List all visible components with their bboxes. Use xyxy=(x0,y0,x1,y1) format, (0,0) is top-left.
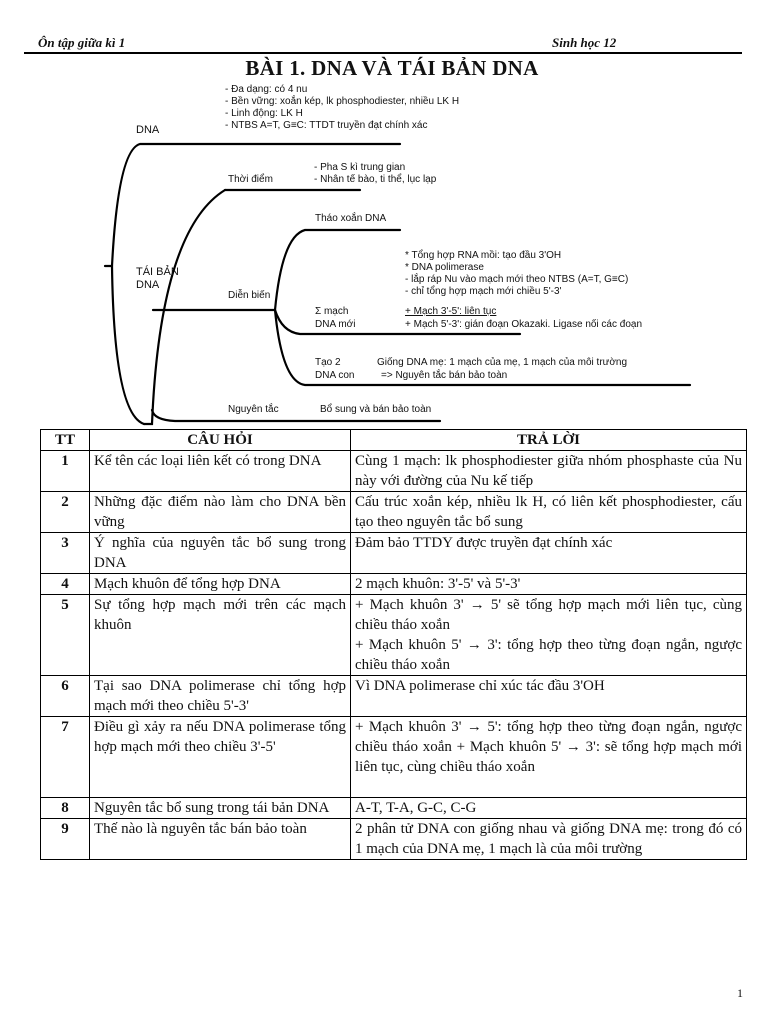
row-number: 6 xyxy=(41,676,90,717)
row-answer xyxy=(351,595,747,676)
table-row xyxy=(41,819,747,860)
answer-line: 2 mạch khuôn: 3'-5' và 5'-3' xyxy=(355,576,521,592)
row-number: 8 xyxy=(41,798,90,819)
synthesis-label-2: DNA mới xyxy=(315,319,356,330)
synthesis-label-1: Σ mạch xyxy=(315,306,349,317)
row-answer xyxy=(351,798,747,819)
row-question: Điều gì xảy ra nếu DNA polimerase tổng hợp mạch mới theo chiều 3'-5' xyxy=(90,717,351,798)
principle-branch-label: Nguyên tắc xyxy=(228,404,279,415)
row-question: Nguyên tắc bổ sung trong tái bản DNA xyxy=(90,798,351,819)
daughter-label-1: Tạo 2 xyxy=(315,357,341,368)
table-row xyxy=(41,451,747,492)
row-number: 9 xyxy=(41,819,90,860)
row-question: Thế nào là nguyên tắc bán bảo toàn xyxy=(90,819,351,860)
table-row xyxy=(41,574,747,595)
row-question: Ý nghĩa của nguyên tắc bổ sung trong DNA xyxy=(90,533,351,574)
synthesis-item-1: * Tổng hợp RNA mồi: tạo đầu 3'OH xyxy=(405,250,562,261)
time-item-2: - Nhân tế bào, ti thể, lục lạp xyxy=(314,174,437,185)
process-branch-label: Diễn biến xyxy=(228,290,271,301)
row-answer xyxy=(351,451,747,492)
dna-prop-4: - NTBS A=T, G≡C: TTDT truyền đạt chính xác xyxy=(225,120,428,131)
page-header xyxy=(24,34,742,54)
row-question: Tại sao DNA polimerase chỉ tổng hợp mạch mới theo chiều 5'-3' xyxy=(90,676,351,717)
row-question: Kể tên các loại liên kết có trong DNA xyxy=(90,451,351,492)
row-answer xyxy=(351,717,747,798)
table-row xyxy=(41,595,747,676)
page-title: BÀI 1. DNA VÀ TÁI BẢN DNA xyxy=(245,56,539,80)
row-number: 3 xyxy=(41,533,90,574)
table-header-row xyxy=(41,430,747,451)
row-answer xyxy=(351,819,747,860)
answer-line: Đảm bảo TTDY được truyền đạt chính xác xyxy=(355,535,613,551)
table-row xyxy=(41,717,747,798)
answer-line: Vì DNA polimerase chỉ xúc tác đầu 3'OH xyxy=(355,678,605,694)
table-row xyxy=(41,798,747,819)
row-number: 5 xyxy=(41,595,90,676)
table-row xyxy=(41,676,747,717)
row-question: Sự tổng hợp mạch mới trên các mạch khuôn xyxy=(90,595,351,676)
table-row xyxy=(41,533,747,574)
answer-line: + Mạch khuôn 3' → 5': tổng hợp theo từng đoạn ngắn, ngược chiều tháo xoắn + Mạch khuôn 5' → 3': sẽ tổng hợp mạch mới liên tục, cùng chiều tháo xoắn xyxy=(355,719,742,775)
synthesis-item-4: - chỉ tổng hợp mạch mới chiều 5'-3' xyxy=(405,286,562,297)
row-answer xyxy=(351,533,747,574)
qa-table xyxy=(40,429,747,860)
header-question: CÂU HỎI xyxy=(90,430,351,451)
row-answer xyxy=(351,492,747,533)
row-answer xyxy=(351,574,747,595)
answer-line: + Mạch khuôn 3' → 5' sẽ tổng hợp mạch mới liên tục, cùng chiều tháo xoắn xyxy=(355,597,742,633)
row-number: 4 xyxy=(41,574,90,595)
synthesis-item-5: + Mạch 3'-5': liên tục xyxy=(405,306,497,317)
time-item-1: - Pha S kì trung gian xyxy=(314,162,406,173)
table-row xyxy=(41,492,747,533)
row-question: Mạch khuôn để tổng hợp DNA xyxy=(90,574,351,595)
answer-line: 2 phân tử DNA con giống nhau và giống DNA mẹ: trong đó có 1 mạch của DNA mẹ, 1 mạch là của môi trường xyxy=(355,821,742,857)
time-branch-label: Thời điểm xyxy=(228,174,273,185)
dna-prop-3: - Linh động: LK H xyxy=(225,108,303,119)
row-number: 1 xyxy=(41,451,90,492)
row-question: Những đặc điểm nào làm cho DNA bền vững xyxy=(90,492,351,533)
header-right-text: Sinh học 12 xyxy=(552,35,617,50)
dna-prop-1: - Đa dạng: có 4 nu xyxy=(225,84,308,95)
replication-label-1: TÁI BẢN xyxy=(136,266,179,278)
header-left-text: Ôn tập giữa kì 1 xyxy=(38,35,126,50)
header-answer: TRẢ LỜI xyxy=(351,430,747,451)
daughter-item-1: Giống DNA mẹ: 1 mạch của mẹ, 1 mạch của môi trường xyxy=(377,357,628,368)
answer-line: Cùng 1 mạch: lk phosphodiester giữa nhóm phosphaste của Nu này với đường của Nu kế tiếp xyxy=(355,453,742,489)
answer-line: Cấu trúc xoắn kép, nhiều lk H, có liên kết phosphodiester, cấu tạo theo nguyên tắc bổ sung xyxy=(355,494,742,530)
synthesis-item-6: + Mạch 5'-3': gián đoạn Okazaki. Ligase nối các đoạn xyxy=(405,319,643,330)
header-tt: TT xyxy=(41,430,90,451)
daughter-item-2: => Nguyên tắc bán bảo toàn xyxy=(381,370,508,381)
replication-label-2: DNA xyxy=(136,279,160,291)
row-answer xyxy=(351,676,747,717)
unwind-label: Tháo xoắn DNA xyxy=(315,213,387,224)
principle-text: Bổ sung và bán bảo toàn xyxy=(320,404,432,415)
synthesis-item-3: - lắp ráp Nu vào mạch mới theo NTBS (A=T, G≡C) xyxy=(405,274,629,285)
dna-branch-label: DNA xyxy=(136,124,160,136)
mind-map xyxy=(100,80,750,430)
page-number: 1 xyxy=(737,986,743,1000)
answer-line: A-T, T-A, G-C, C-G xyxy=(355,800,477,816)
answer-line: + Mạch khuôn 5' → 3': tổng hợp theo từng đoạn ngắn, ngược chiều tháo xoắn xyxy=(355,637,742,673)
daughter-label-2: DNA con xyxy=(315,370,355,381)
row-number: 2 xyxy=(41,492,90,533)
row-number: 7 xyxy=(41,717,90,798)
synthesis-item-2: * DNA polimerase xyxy=(405,262,484,273)
dna-prop-2: - Bền vững: xoắn kép, lk phosphodiester, nhiều LK H xyxy=(225,96,460,107)
